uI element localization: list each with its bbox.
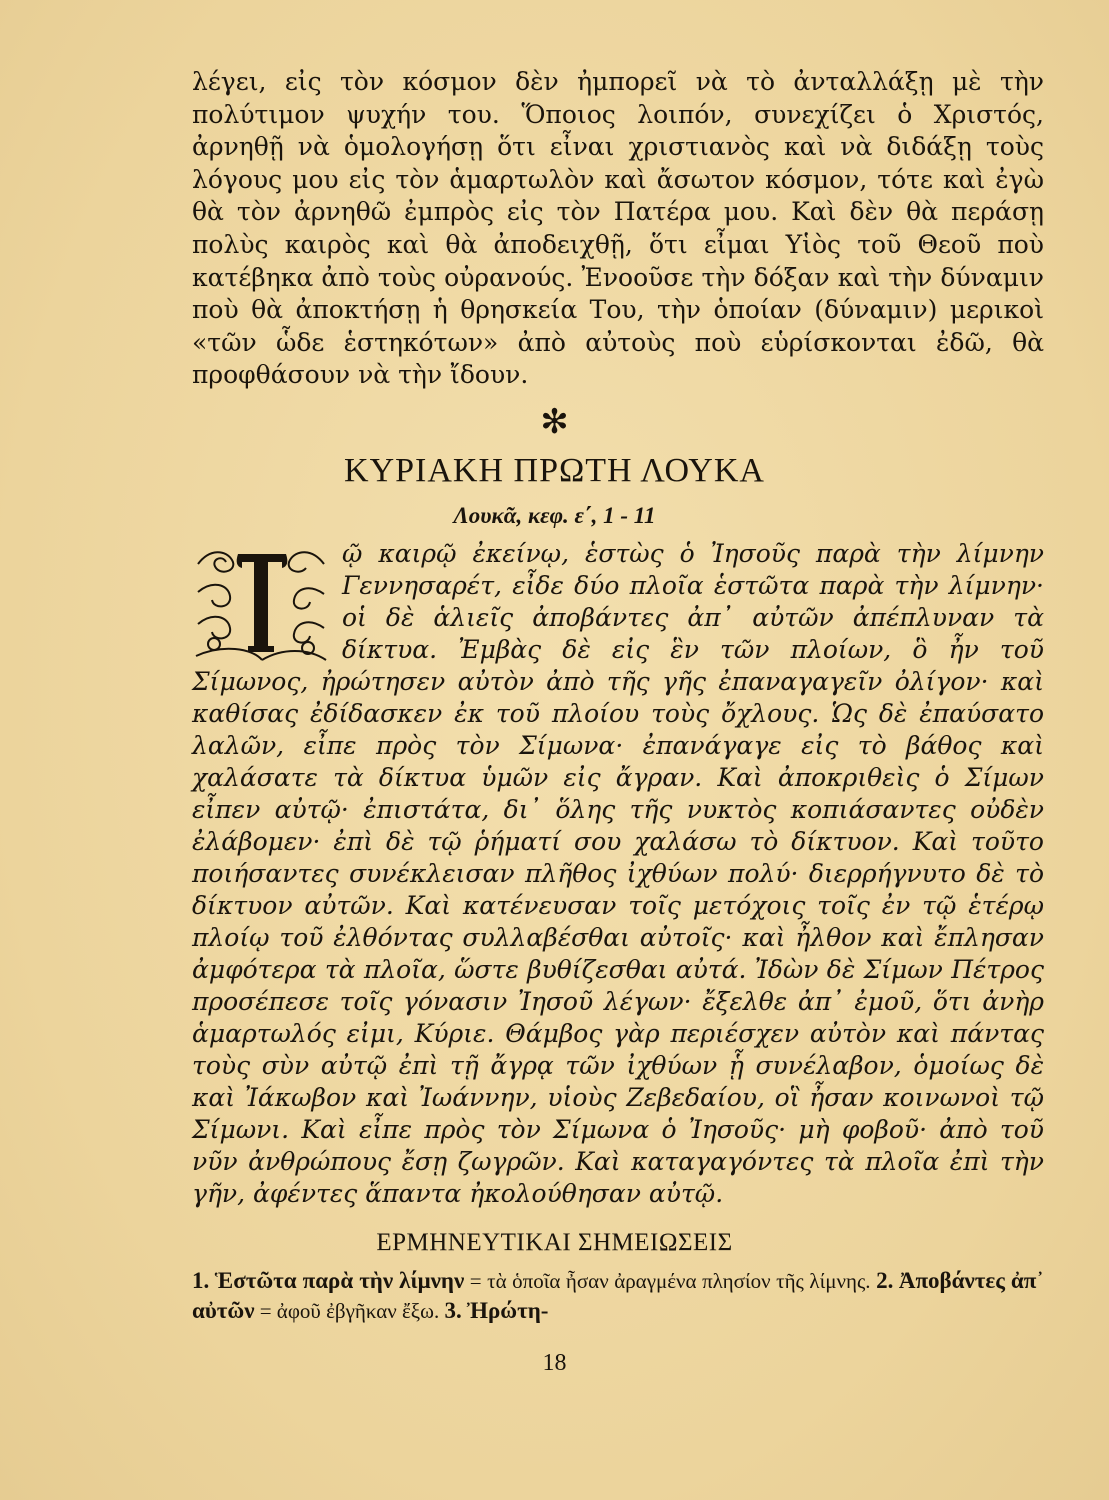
intro-text [192, 66, 1044, 392]
section-separator: ✻ [540, 402, 569, 442]
ornamental-dropcap [192, 544, 330, 666]
note-number: 2. [876, 1268, 894, 1293]
gospel-reading [192, 538, 1044, 1210]
note-1 [192, 1269, 876, 1293]
note-term: Ἑστῶτα παρὰ τὴν λίμνην [214, 1268, 465, 1293]
note-explanation: = τὰ ὁποῖα ἦσαν ἀραγμένα πλησίον τῆς λίμνης. [469, 1269, 871, 1293]
notes-paragraph [192, 1266, 1044, 1326]
gospel-text: ῷ καιρῷ ἐκείνῳ, ἑστὼς ὁ Ἰησοῦς παρὰ τὴν λίμνην Γεννησαρέτ, εἶδε δύο πλοῖα ἑστῶτα παρὰ τὴν λίμνην· οἱ δὲ ἁλιεῖς ἀποβάντες ἀπ᾽ αὐτῶν ἀπέπλυναν τὰ δίκτυα. Ἐμβὰς δὲ εἰς ἓν τῶν πλοίων, ὃ ἦν τοῦ Σίμωνος, ἠρώτησεν αὐτὸν ἀπὸ τῆς γῆς ἐπαναγαγεῖν ὀλίγον· καὶ καθίσας ἐδίδασκεν ἐκ τοῦ πλοίου τοὺς ὄχλους. Ὡς δὲ ἐπαύσατο λαλῶν, εἶπε πρὸς τὸν Σίμωνα· ἐπανάγαγε εἰς τὸ βάθος καὶ χαλάσατε τὰ δίκτυα ὑμῶν εἰς ἄγραν. Καὶ ἀποκριθεὶς ὁ Σίμων εἶπεν αὐτῷ· ἐπιστάτα, δι᾽ ὅλης τῆς νυκτὸς κοπιάσαντες οὐδὲν ἐλάβομεν· ἐπὶ δὲ τῷ ῥήματί σου χαλάσω τὸ δίκτυον. Καὶ τοῦτο ποιήσαντες συνέκλεισαν πλῆθος ἰχθύων πολύ· διερρήγνυτο δὲ τὸ δίκτυον αὐτῶν. Καὶ κατένευσαν τοῖς μετόχοις τοῖς ἐν τῷ ἑτέρῳ πλοίῳ τοῦ ἐλθόντας συλλαβέσθαι αὐτοῖς· καὶ ἦλθον καὶ ἔπλησαν ἀμφότερα τὰ πλοῖα, ὥστε βυθίζεσθαι αὐτά. Ἰδὼν δὲ Σίμων Πέτρος προσέπεσε τοῖς γόνασιν Ἰησοῦ λέγων· ἔξελθε ἀπ᾽ ἐμοῦ, ὅτι ἀνὴρ ἁμαρτωλός εἰμι, Κύριε. Θάμβος γὰρ περιέσχεν αὐτὸν καὶ πάντας τοὺς σὺν αὐτῷ ἐπὶ τῇ ἄγρᾳ τῶν ἰχθύων ᾗ συνέλαβον, ὁμοίως δὲ καὶ Ἰάκωβον καὶ Ἰωάννην, υἱοὺς Ζεβεδαίου, οἳ ἦσαν κοινωνοὶ τῷ Σίμωνι. Καὶ εἶπε πρὸς τὸν Σίμωνα ὁ Ἰησοῦς· μὴ φοβοῦ· ἀπὸ τοῦ νῦν ἀνθρώπους ἔσῃ ζωγρῶν. Καὶ καταγαγόντες τὰ πλοῖα ἐπὶ τὴν γῆν, ἀφέντες ἅπαντα ἠκολούθησαν αὐτῷ. [192, 539, 1044, 1208]
page-number: 18 [542, 1350, 567, 1376]
section-title: ΚΥΡΙΑΚΗ ΠΡΩΤΗ ΛΟΥΚΑ [344, 452, 765, 489]
scripture-reference: Λουκᾶ, κεφ. ε΄, 1 - 11 [453, 503, 656, 528]
notes-heading: ΕΡΜΗΝΕΥΤΙΚΑΙ ΣΗΜΕΙΩΣΕΙΣ [376, 1229, 733, 1256]
note-3 [445, 1299, 549, 1323]
note-number: 1. [192, 1268, 210, 1293]
explanatory-notes [192, 1266, 1044, 1326]
note-term: Ἀποβάντες ἀπ᾽ αὐτῶν [192, 1268, 1045, 1323]
note-number: 3. [444, 1298, 462, 1323]
intro-paragraph: λέγει, εἰς τὸν κόσμον δὲν ἠμπορεῖ νὰ τὸ ἀνταλλάξῃ μὲ τὴν πολύτιμον ψυχήν του. Ὅποιος λοιπόν, συνεχίζει ὁ Χριστός, ἀρνηθῇ νὰ ὁμολογήσῃ ὅτι εἶναι χριστιανὸς καὶ νὰ διδάξῃ τοὺς λόγους μου εἰς τὸν ἁμαρτωλὸν καὶ ἄσωτον κόσμον, τότε καὶ ἐγὼ θὰ τὸν ἀρνηθῶ ἐμπρὸς εἰς τὸν Πατέρα μου. Καὶ δὲν θὰ περάσῃ πολὺς καιρὸς καὶ θὰ ἀποδειχθῇ, ὅτι εἶμαι Υἱὸς τοῦ Θεοῦ ποὺ κατέβηκα ἀπὸ τοὺς οὐρανούς. Ἐνοοῦσε τὴν δόξαν καὶ τὴν δύναμιν ποὺ θὰ ἀποκτήσῃ ἡ θρησκεία Του, τὴν ὁποίαν (δύναμιν) μερικοὶ «τῶν ὧδε ἑστηκότων» ἀπὸ αὐτοὺς ποὺ εὑρίσκονται ἐδῶ, θὰ προφθάσουν νὰ τὴν ἴδουν. [192, 67, 1044, 390]
note-explanation: = ἀφοῦ ἐβγῆκαν ἔξω. [259, 1299, 440, 1323]
note-term: Ἠρώτη- [467, 1298, 549, 1323]
